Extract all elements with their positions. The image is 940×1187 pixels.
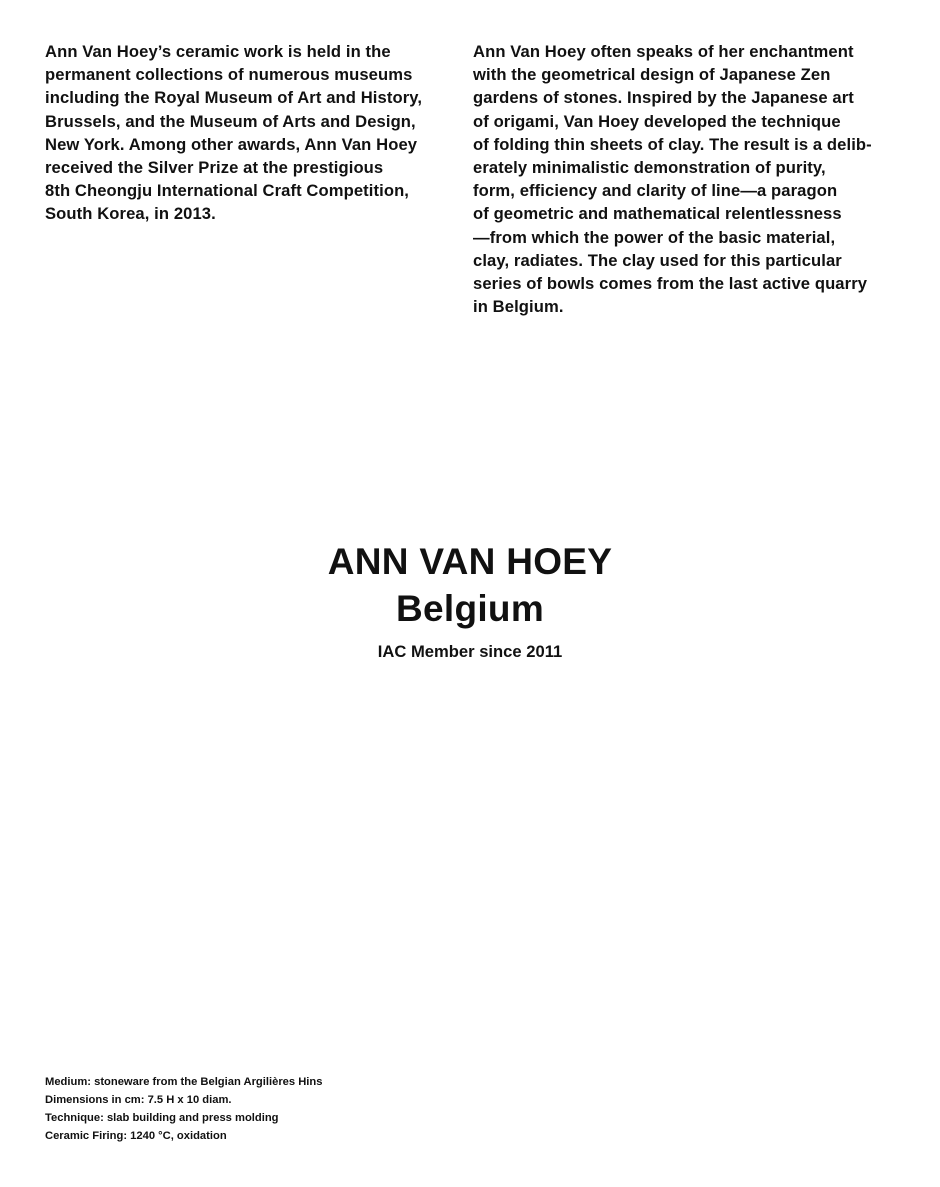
description-line: of origami, Van Hoey developed the technique <box>473 111 841 131</box>
artist-name: ANN VAN HOEY <box>327 541 613 582</box>
membership-text: IAC Member since 2011 <box>377 642 563 661</box>
description-line: form, efficiency and clarity of line—a paragon <box>473 181 838 201</box>
biography-line: Brussels, and the Museum of Arts and Design, <box>45 111 416 131</box>
biography-line: 8th Cheongju International Craft Competition, <box>45 181 410 201</box>
spec-dimensions: Dimensions in cm: 7.5 H x 10 diam. <box>45 1094 232 1106</box>
spec-firing: Ceramic Firing: 1240 °C, oxidation <box>45 1130 227 1142</box>
description-line: gardens of stones. Inspired by the Japanese art <box>473 88 854 108</box>
description-line: clay, radiates. The clay used for this particular <box>473 250 842 270</box>
description-line: with the geometrical design of Japanese Zen <box>473 65 831 85</box>
description-line: of folding thin sheets of clay. The result is a delib- <box>473 134 872 154</box>
spec-technique: Technique: slab building and press molding <box>45 1112 279 1124</box>
artwork-specs <box>45 1073 465 1145</box>
biography-line: received the Silver Prize at the prestigious <box>45 158 384 178</box>
biography-line: including the Royal Museum of Art and History, <box>45 88 423 108</box>
biography-line: New York. Among other awards, Ann Van Hoey <box>45 134 418 154</box>
spec-medium: Medium: stoneware from the Belgian Argilières Hins <box>45 1076 323 1088</box>
description-line: of geometric and mathematical relentlessness <box>473 204 842 224</box>
biography-line: South Korea, in 2013. <box>45 204 216 224</box>
description-line: erately minimalistic demonstration of purity, <box>473 158 826 178</box>
description-line: —from which the power of the basic material, <box>473 227 836 247</box>
biography-line: Ann Van Hoey’s ceramic work is held in the <box>45 42 391 61</box>
artwork-description-paragraph <box>473 40 883 318</box>
biography-paragraph <box>45 40 455 226</box>
biography-line: permanent collections of numerous museums <box>45 65 413 85</box>
description-line: in Belgium. <box>473 297 564 317</box>
artist-country: Belgium <box>395 588 545 629</box>
artist-title-block <box>0 538 940 664</box>
description-line: series of bowls comes from the last active quarry <box>473 274 868 294</box>
description-line: Ann Van Hoey often speaks of her enchantment <box>473 42 854 61</box>
